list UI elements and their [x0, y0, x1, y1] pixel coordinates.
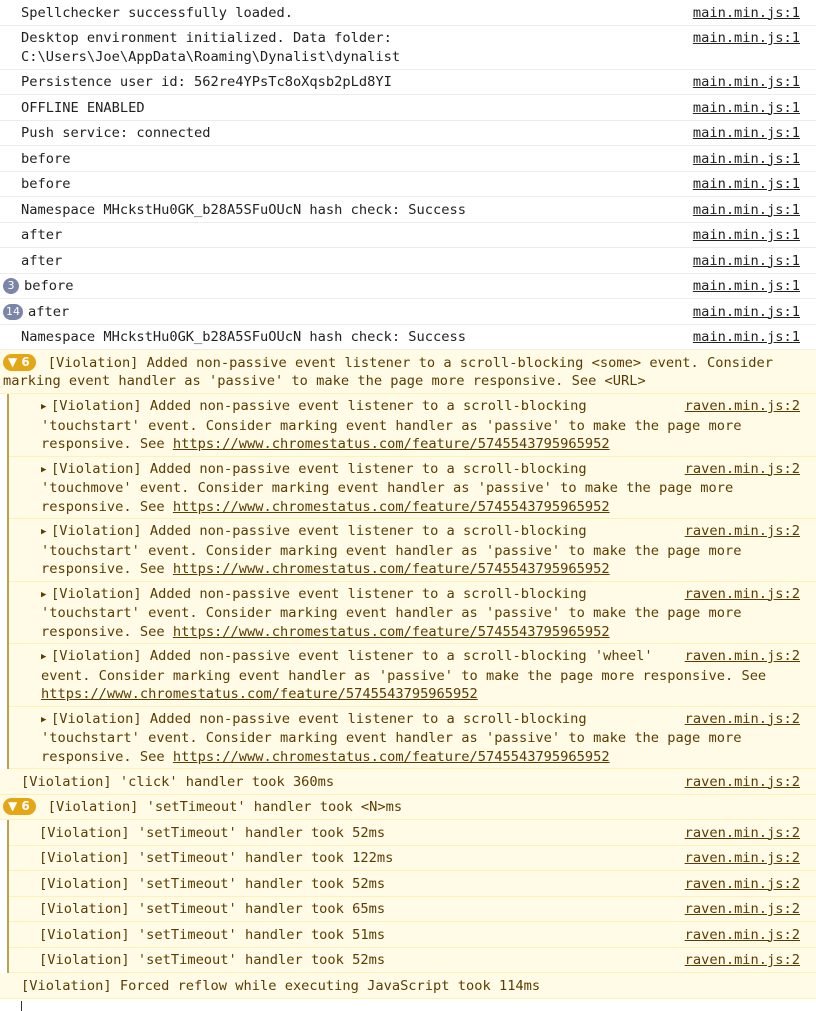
- triangle-right-icon[interactable]: ▶: [41, 589, 47, 600]
- source-link[interactable]: main.min.js:1: [692, 74, 800, 90]
- source-link[interactable]: raven.min.js:2: [684, 460, 800, 477]
- group-header-text: [Violation] 'setTimeout' handler took <N>ms: [47, 799, 403, 815]
- triangle-right-icon[interactable]: ▶: [41, 464, 47, 475]
- violation-group-body: [7, 394, 816, 769]
- log-message: [Violation] 'setTimeout' handler took 122ms: [39, 850, 394, 866]
- group-count: 6: [21, 354, 30, 369]
- log-message: before: [21, 176, 71, 192]
- chromestatus-link[interactable]: https://www.chromestatus.com/feature/5745543795965952: [172, 498, 610, 515]
- triangle-down-icon: ▼: [8, 799, 18, 813]
- triangle-right-icon[interactable]: ▶: [41, 402, 47, 412]
- log-row: [0, 223, 816, 249]
- settimeout-item: [9, 820, 816, 846]
- source-link[interactable]: raven.min.js:2: [684, 710, 800, 727]
- log-message: [Violation] 'click' handler took 360ms: [21, 773, 335, 790]
- source-link[interactable]: main.min.js:1: [692, 176, 800, 192]
- violation-item[interactable]: [9, 394, 816, 457]
- log-row: [0, 325, 816, 351]
- source-link[interactable]: raven.min.js:2: [684, 952, 800, 968]
- group-count: 6: [21, 799, 30, 813]
- settimeout-item: [9, 948, 816, 974]
- click-violation-row: [0, 769, 816, 795]
- violation-item[interactable]: [9, 644, 816, 707]
- log-list: [0, 0, 816, 350]
- log-row: [0, 248, 816, 274]
- source-link[interactable]: raven.min.js:2: [684, 926, 800, 943]
- settimeout-group-body: [7, 820, 816, 973]
- violation-item[interactable]: [9, 582, 816, 645]
- log-message: [Violation] 'setTimeout' handler took 65ms: [39, 901, 386, 917]
- settimeout-item: [9, 897, 816, 923]
- log-message: [Violation] Added non-passive event listener to a scroll-blocking 'touchstart' event. Consider marking event handler as 'passive' to make the page more responsive. See: [41, 710, 750, 765]
- log-row: [0, 70, 816, 96]
- settimeout-item: [9, 846, 816, 872]
- text-cursor: [21, 1001, 22, 1011]
- console-prompt[interactable]: [0, 999, 816, 1009]
- log-message: before: [24, 278, 74, 294]
- log-row: [0, 121, 816, 147]
- log-message: after: [28, 303, 70, 320]
- source-link[interactable]: raven.min.js:2: [684, 824, 800, 841]
- source-link[interactable]: main.min.js:1: [692, 30, 800, 46]
- source-link[interactable]: main.min.js:1: [692, 227, 800, 243]
- log-message: Spellchecker successfully loaded.: [21, 4, 293, 21]
- triangle-down-icon: ▼: [8, 354, 18, 369]
- source-link[interactable]: main.min.js:1: [692, 201, 800, 218]
- source-link[interactable]: main.min.js:1: [692, 4, 800, 21]
- log-message: Persistence user id: 562re4YPsTc8oXqsb2pLd8YI: [21, 74, 392, 90]
- log-message: OFFLINE ENABLED: [21, 99, 145, 116]
- source-link[interactable]: raven.min.js:2: [684, 523, 800, 539]
- log-message: [Violation] Added non-passive event listener to a scroll-blocking 'touchstart' event. Consider marking event handler as 'passive' to make the page more responsive. See: [41, 523, 750, 577]
- settimeout-group-header[interactable]: [0, 795, 816, 821]
- log-message: [Violation] 'setTimeout' handler took 52ms: [39, 952, 386, 968]
- log-message: after: [21, 227, 63, 243]
- log-message: [Violation] Added non-passive event listener to a scroll-blocking 'touchstart' event. Consider marking event handler as 'passive' to make the page more responsive. See: [41, 398, 750, 452]
- log-message: [Violation] Forced reflow while executing JavaScript took 114ms: [21, 977, 541, 994]
- source-link[interactable]: main.min.js:1: [692, 150, 800, 167]
- log-row: [0, 197, 816, 223]
- violation-item[interactable]: [9, 707, 816, 770]
- chromestatus-link[interactable]: https://www.chromestatus.com/feature/5745543795965952: [172, 748, 610, 765]
- chromestatus-link[interactable]: https://www.chromestatus.com/feature/5745543795965952: [172, 436, 610, 452]
- log-message: Desktop environment initialized. Data folder: C:\Users\Joe\AppData\Roaming\Dynalist\dynalist: [21, 30, 401, 65]
- source-link[interactable]: raven.min.js:2: [684, 398, 800, 414]
- repeat-count-badge: 3: [3, 278, 19, 294]
- source-link[interactable]: raven.min.js:2: [684, 901, 800, 917]
- settimeout-item: [9, 922, 816, 948]
- log-message: [Violation] 'setTimeout' handler took 52ms: [39, 875, 386, 892]
- log-message: [Violation] Added non-passive event listener to a scroll-blocking 'wheel' event. Consider marking event handler as 'passive' to make the page more responsive. See: [41, 648, 775, 684]
- reflow-violation-row: [0, 973, 816, 999]
- source-link[interactable]: raven.min.js:2: [684, 850, 800, 866]
- repeat-count-badge: 14: [3, 304, 23, 320]
- triangle-right-icon[interactable]: ▶: [41, 714, 47, 725]
- source-link[interactable]: main.min.js:1: [692, 252, 800, 269]
- source-link[interactable]: raven.min.js:2: [684, 773, 800, 790]
- source-link[interactable]: main.min.js:1: [692, 125, 800, 141]
- log-row: [0, 95, 816, 121]
- violation-group-header[interactable]: [0, 350, 816, 394]
- chromestatus-link[interactable]: https://www.chromestatus.com/feature/5745543795965952: [172, 561, 610, 577]
- chromestatus-link[interactable]: https://www.chromestatus.com/feature/5745543795965952: [172, 623, 610, 640]
- log-row: [0, 26, 816, 70]
- log-row: [0, 0, 816, 26]
- log-message: Namespace MHckstHu0GK_b28A5SFuOUcN hash check: Success: [21, 201, 466, 218]
- violation-item[interactable]: [9, 457, 816, 520]
- log-message: [Violation] 'setTimeout' handler took 52ms: [39, 824, 386, 841]
- log-message: [Violation] Added non-passive event listener to a scroll-blocking 'touchstart' event. Consider marking event handler as 'passive' to make the page more responsive. See: [41, 585, 750, 640]
- source-link[interactable]: main.min.js:1: [692, 99, 800, 116]
- source-link[interactable]: raven.min.js:2: [684, 648, 800, 664]
- violation-item[interactable]: [9, 519, 816, 582]
- log-row: [0, 299, 816, 325]
- log-message: Push service: connected: [21, 125, 211, 141]
- chromestatus-link[interactable]: https://www.chromestatus.com/feature/5745543795965952: [41, 686, 478, 702]
- source-link[interactable]: raven.min.js:2: [684, 875, 800, 892]
- settimeout-item: [9, 871, 816, 897]
- group-count-badge: [3, 354, 36, 371]
- log-message: [Violation] Added non-passive event listener to a scroll-blocking 'touchmove' event. Consider marking event handler as 'passive' to make the page more responsive. See: [41, 460, 742, 515]
- log-message: [Violation] 'setTimeout' handler took 51ms: [39, 926, 386, 943]
- triangle-right-icon[interactable]: ▶: [41, 527, 47, 537]
- source-link[interactable]: main.min.js:1: [692, 329, 800, 345]
- source-link[interactable]: main.min.js:1: [692, 303, 800, 320]
- log-row: [0, 146, 816, 172]
- log-message: Namespace MHckstHu0GK_b28A5SFuOUcN hash check: Success: [21, 329, 466, 345]
- triangle-right-icon[interactable]: ▶: [41, 652, 47, 662]
- log-row: [0, 172, 816, 198]
- group-header-text: [Violation] Added non-passive event listener to a scroll-blocking <some> event. Consider marking event handler as 'passive' to make the page more responsive. See <URL>: [3, 354, 782, 389]
- group-count-badge: [3, 798, 36, 815]
- log-row: [0, 274, 816, 300]
- source-link[interactable]: raven.min.js:2: [684, 585, 800, 602]
- log-message: after: [21, 252, 63, 269]
- log-message: before: [21, 150, 71, 167]
- source-link[interactable]: main.min.js:1: [692, 278, 800, 294]
